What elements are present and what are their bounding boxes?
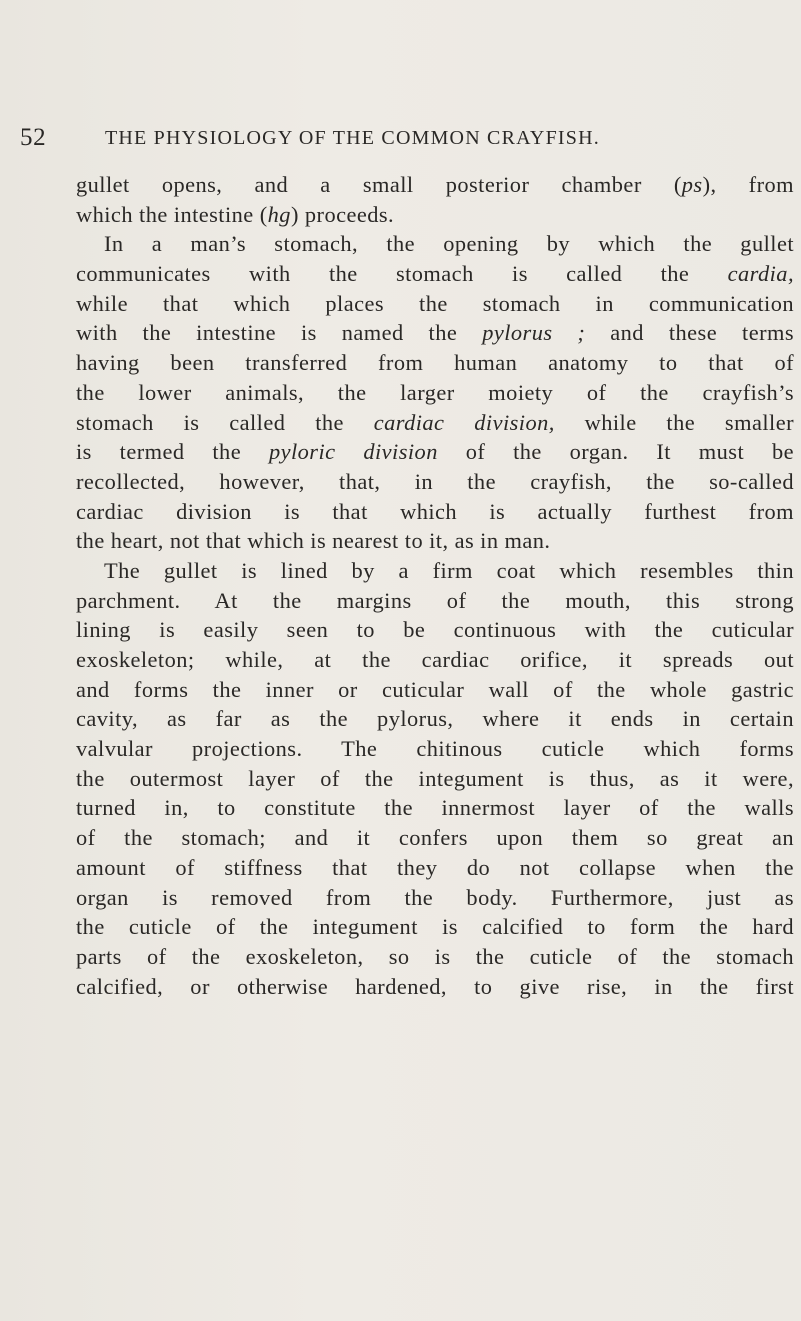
text-line	[76, 615, 794, 645]
text-run: with the intestine is named the	[76, 320, 483, 346]
text-line	[76, 408, 794, 438]
text-line	[76, 229, 794, 259]
text-run: is termed the	[76, 439, 269, 465]
text-run: stomach is called the	[76, 409, 374, 435]
text-line	[76, 170, 794, 200]
text-run: communicates with the stomach is called the	[76, 261, 728, 287]
text-run: parts of the exoskeleton, so is the cuticle of the stomach	[76, 943, 794, 969]
text-run: calcified, or otherwise hardened, to give rise, in the first	[76, 973, 794, 999]
text-line	[76, 467, 794, 497]
text-line	[76, 437, 794, 467]
text-run: ), from	[702, 172, 794, 197]
text-run: organ is removed from the body. Furthermore, just as	[76, 884, 794, 910]
text-run: ) proceeds.	[290, 201, 395, 227]
text-line	[76, 348, 794, 378]
text-run: recollected, however, that, in the crayfish, the so-called	[76, 468, 794, 494]
text-run: while that which places the stomach in communication	[76, 290, 794, 316]
text-run: parchment. At the margins of the mouth, this strong	[76, 587, 794, 613]
text-line	[76, 289, 794, 319]
text-line	[76, 734, 794, 764]
text-line	[76, 526, 794, 556]
text-line	[76, 942, 794, 972]
page-number: 52	[20, 124, 47, 151]
text-run: gullet opens, and a small posterior chamber (	[76, 172, 682, 197]
text-run: cardiac division is that which is actually furthest from	[76, 498, 794, 524]
text-line	[76, 853, 794, 883]
text-run: and these terms	[585, 320, 795, 346]
text-line	[76, 259, 794, 289]
text-run: having been transferred from human anatomy to that of	[76, 350, 794, 376]
text-line	[76, 764, 794, 794]
text-line	[76, 972, 794, 1002]
text-line	[76, 586, 794, 616]
text-run: while the smaller	[554, 409, 794, 435]
body-text	[76, 170, 794, 1001]
text-run: hg	[267, 201, 291, 227]
text-run: exoskeleton; while, at the cardiac orifice, it spreads out	[76, 647, 794, 672]
text-run: In a man’s stomach, the opening by which the gullet	[104, 231, 794, 257]
text-run: amount of stiffness that they do not collapse when the	[76, 854, 794, 880]
text-line	[76, 318, 794, 348]
text-line	[76, 497, 794, 527]
text-run: cavity, as far as the pylorus, where it ends in certain	[76, 706, 794, 732]
text-run: valvular projections. The chitinous cuticle which forms	[76, 736, 794, 762]
text-run: turned in, to constitute the innermost layer of the walls	[76, 795, 794, 821]
text-run: pyloric division	[268, 439, 438, 465]
running-head	[20, 124, 780, 154]
text-line	[76, 378, 794, 408]
text-line	[76, 675, 794, 705]
text-run: the heart, not that which is nearest to it, as in man.	[76, 528, 551, 554]
text-line	[76, 556, 794, 586]
text-run: of the organ. It must be	[437, 439, 795, 465]
running-head-title: THE PHYSIOLOGY OF THE COMMON CRAYFISH.	[105, 127, 600, 149]
text-run: of the stomach; and it confers upon them so great an	[76, 825, 794, 851]
text-run: lining is easily seen to be continuous with the cuticular	[76, 617, 794, 643]
text-run: ps	[681, 172, 703, 197]
text-line	[76, 823, 794, 853]
text-run: which the intestine (	[76, 201, 268, 227]
text-run: cardia,	[727, 261, 794, 287]
text-run: The gullet is lined by a firm coat which resembles thin	[104, 557, 794, 583]
text-line	[76, 645, 794, 675]
text-line	[76, 704, 794, 734]
text-run: cardiac division,	[373, 409, 555, 435]
text-line	[76, 883, 794, 913]
text-line	[76, 912, 794, 942]
text-run: the outermost layer of the integument is thus, as it were,	[76, 765, 794, 791]
text-run: and forms the inner or cuticular wall of the whole gastric	[76, 676, 794, 702]
text-line	[76, 200, 794, 230]
text-run: the lower animals, the larger moiety of the crayfish’s	[76, 379, 794, 405]
text-line	[76, 793, 794, 823]
text-run: pylorus ;	[482, 320, 586, 346]
text-run: the cuticle of the integument is calcified to form the hard	[76, 914, 794, 940]
